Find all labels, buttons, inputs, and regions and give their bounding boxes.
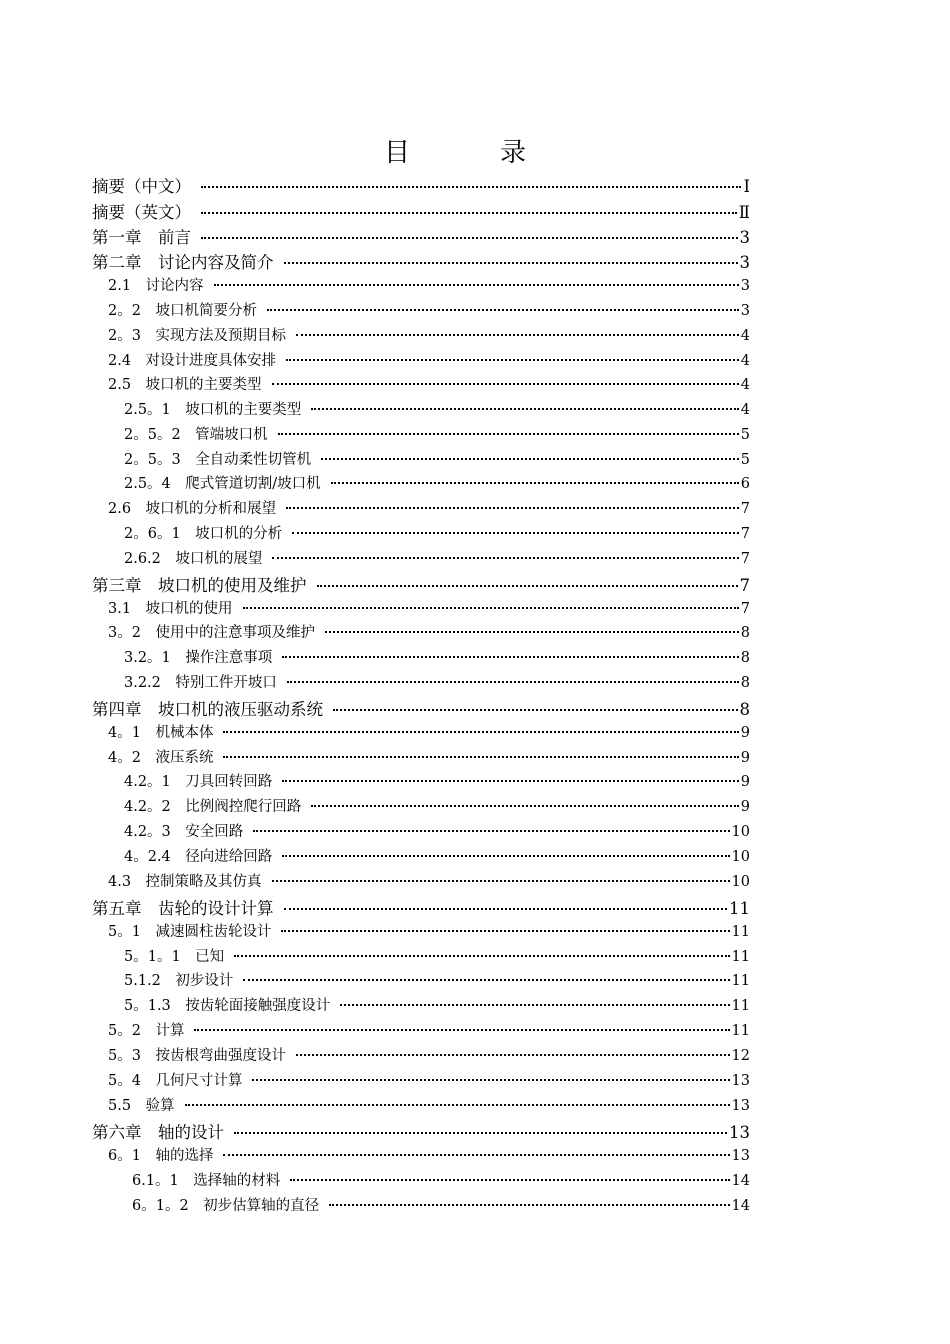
toc-entry-page-number: 7 [740, 526, 750, 542]
toc-entry[interactable] [108, 1094, 750, 1115]
toc-dot-leader [201, 186, 741, 188]
toc-entry-page-number: 8 [740, 625, 750, 641]
toc-entry[interactable] [108, 349, 750, 370]
toc-entry-page-number: 12 [731, 1048, 750, 1064]
toc-dot-leader [194, 1029, 729, 1031]
toc-entry-label: 2.5。4 爬式管道切割/坡口机 [124, 476, 321, 492]
toc-entry-label: 6。1 轴的选择 [108, 1148, 214, 1164]
toc-entry[interactable] [92, 696, 750, 720]
toc-entry[interactable] [108, 324, 750, 345]
toc-entry-label: 4。2 液压系统 [108, 750, 214, 766]
toc-entry-label: 2.6.2 坡口机的展望 [124, 551, 263, 567]
toc-entry-label: 4。2.4 径向进给回路 [124, 849, 273, 865]
toc-entry[interactable] [124, 945, 750, 966]
toc-entry[interactable] [124, 547, 750, 568]
toc-dot-leader [234, 955, 729, 957]
toc-dot-leader [281, 930, 729, 932]
toc-entry-label: 2.5。1 坡口机的主要类型 [124, 402, 302, 418]
toc-entry-label: 第二章 讨论内容及简介 [92, 253, 274, 272]
toc-entry-label: 第一章 前言 [92, 228, 191, 247]
toc-entry[interactable] [108, 299, 750, 320]
toc-dot-leader [252, 1079, 729, 1081]
toc-dot-leader [331, 482, 739, 484]
toc-entry-page-number: 7 [740, 501, 750, 517]
toc-entry-page-number: 5 [740, 452, 750, 468]
toc-entry-label: 5。4 几何尺寸计算 [108, 1073, 243, 1089]
toc-entry-page-number: 8 [740, 675, 750, 691]
toc-entry-page-number: 7 [740, 551, 750, 567]
toc-entry[interactable] [108, 497, 750, 518]
toc-entry-page-number: 4 [740, 377, 750, 393]
toc-dot-leader [296, 334, 739, 336]
toc-entry-page-number: Ⅰ [743, 177, 750, 196]
toc-dot-leader [325, 631, 739, 633]
toc-dot-leader [340, 1004, 729, 1006]
toc-entry-label: 3.2.2 特别工件开坡口 [124, 675, 277, 691]
toc-entry-label: 4.2。1 刀具回转回路 [124, 774, 273, 790]
toc-entry-page-number: 11 [731, 1023, 750, 1039]
toc-dot-leader [214, 284, 739, 286]
toc-entry-page-number: 9 [740, 774, 750, 790]
toc-dot-leader [201, 212, 737, 214]
toc-entry-page-number: 7 [740, 601, 750, 617]
toc-dot-leader [290, 1179, 729, 1181]
toc-entry-label: 第六章 轴的设计 [92, 1123, 224, 1142]
toc-entry[interactable] [92, 173, 750, 197]
toc-entry-page-number: 11 [731, 949, 750, 965]
toc-dot-leader [282, 656, 738, 658]
toc-entry-label: 4.2。2 比例阀控爬行回路 [124, 799, 302, 815]
toc-entry-label: 5。3 按齿根弯曲强度设计 [108, 1048, 286, 1064]
toc-entry[interactable] [124, 845, 750, 866]
toc-dot-leader [243, 607, 739, 609]
toc-entry[interactable] [132, 1169, 750, 1190]
toc-entry-label: 2.6 坡口机的分析和展望 [108, 501, 277, 517]
toc-entry[interactable] [124, 423, 750, 444]
toc-entry[interactable] [108, 920, 750, 941]
toc-entry-page-number: 11 [729, 899, 750, 918]
toc-entry-label: 5。1.3 按齿轮面接触强度设计 [124, 998, 331, 1014]
toc-entry-page-number: 13 [731, 1098, 750, 1114]
toc-entry-page-number: 14 [731, 1198, 750, 1214]
toc-title-part2: 录 [500, 138, 527, 168]
toc-entry[interactable] [92, 224, 750, 248]
toc-entry-label: 3。2 使用中的注意事项及维护 [108, 625, 315, 641]
toc-title [0, 132, 910, 169]
toc-dot-leader [333, 709, 738, 711]
toc-entry-page-number: 11 [731, 998, 750, 1014]
toc-entry[interactable] [124, 969, 750, 990]
toc-entry-label: 2。2 坡口机简要分析 [108, 303, 257, 319]
toc-entry-page-number: 3 [739, 228, 750, 247]
toc-dot-leader [286, 507, 739, 509]
toc-entry-page-number: 13 [731, 1073, 750, 1089]
toc-dot-leader [201, 237, 738, 239]
toc-entry-label: 2.1 讨论内容 [108, 278, 204, 294]
toc-entry[interactable] [92, 1119, 750, 1143]
toc-entry-label: 2.4 对设计进度具体安排 [108, 353, 277, 369]
toc-entry-label: 2。5。2 管端坡口机 [124, 427, 268, 443]
toc-entry-label: 4。1 机械本体 [108, 725, 214, 741]
toc-entry[interactable] [124, 795, 750, 816]
toc-dot-leader [311, 805, 738, 807]
toc-entry-label: 4.3 控制策略及其仿真 [108, 874, 262, 890]
toc-dot-leader [321, 458, 739, 460]
toc-entry-label: 第四章 坡口机的液压驱动系统 [92, 700, 323, 719]
toc-entry[interactable] [124, 522, 750, 543]
toc-dot-leader [253, 830, 729, 832]
toc-dot-leader [296, 1054, 730, 1056]
toc-entry[interactable] [124, 472, 750, 493]
toc-dot-leader [329, 1204, 729, 1206]
toc-entry[interactable] [108, 721, 750, 742]
toc-entry-label: 2。3 实现方法及预期目标 [108, 328, 286, 344]
toc-dot-leader [317, 585, 738, 587]
toc-entry-label: 5.5 验算 [108, 1098, 175, 1114]
toc-entry-page-number: 13 [731, 1148, 750, 1164]
toc-entry-label: 6.1。1 选择轴的材料 [132, 1173, 281, 1189]
toc-dot-leader [286, 359, 739, 361]
toc-entry-page-number: Ⅱ [738, 203, 750, 222]
toc-dot-leader [282, 780, 738, 782]
toc-entry-page-number: 10 [731, 849, 750, 865]
toc-dot-leader [223, 731, 738, 733]
toc-entry-page-number: 11 [731, 924, 750, 940]
toc-entry-page-number: 3 [739, 253, 750, 272]
toc-entry[interactable] [92, 249, 750, 273]
toc-entry-page-number: 11 [731, 973, 750, 989]
toc-entry-page-number: 10 [731, 874, 750, 890]
toc-entry[interactable] [124, 994, 750, 1015]
toc-entry-page-number: 4 [740, 328, 750, 344]
toc-entry-label: 2。5。3 全自动柔性切管机 [124, 452, 312, 468]
toc-entry-label: 4.2。3 安全回路 [124, 824, 244, 840]
toc-entry-page-number: 4 [740, 353, 750, 369]
toc-entry[interactable] [108, 870, 750, 891]
toc-dot-leader [284, 262, 738, 264]
toc-title-part1: 目 [383, 138, 410, 168]
toc-entry[interactable] [124, 770, 750, 791]
toc-entry[interactable] [108, 1044, 750, 1065]
toc-entry-page-number: 3 [740, 303, 750, 319]
toc-entry-page-number: 9 [740, 725, 750, 741]
toc-entry-label: 6。1。2 初步估算轴的直径 [132, 1198, 320, 1214]
toc-entry-label: 3.2。1 操作注意事项 [124, 650, 273, 666]
toc-dot-leader [223, 756, 738, 758]
toc-entry-label: 5。2 计算 [108, 1023, 185, 1039]
toc-entry[interactable] [108, 373, 750, 394]
toc-entry[interactable] [124, 671, 750, 692]
toc-entry-page-number: 5 [740, 427, 750, 443]
toc-dot-leader [272, 880, 730, 882]
toc-dot-leader [223, 1154, 729, 1156]
toc-entry-label: 5.1.2 初步设计 [124, 973, 234, 989]
toc-entry-page-number: 7 [739, 576, 750, 595]
toc-entry-label: 3.1 坡口机的使用 [108, 601, 233, 617]
toc-dot-leader [292, 532, 739, 534]
toc-entry-label: 2.5 坡口机的主要类型 [108, 377, 262, 393]
toc-entry[interactable] [92, 895, 750, 919]
toc-entry-label: 第五章 齿轮的设计计算 [92, 899, 274, 918]
toc-entry-label: 第三章 坡口机的使用及维护 [92, 576, 307, 595]
toc-dot-leader [287, 681, 739, 683]
toc-entry[interactable] [108, 1144, 750, 1165]
toc-entry[interactable] [108, 1019, 750, 1040]
toc-entry-label: 摘要（英文） [92, 203, 191, 222]
toc-entry[interactable] [108, 746, 750, 767]
toc-entry-page-number: 9 [740, 799, 750, 815]
toc-entry[interactable] [124, 398, 750, 419]
toc-dot-leader [267, 309, 739, 311]
toc-entry[interactable] [108, 1069, 750, 1090]
toc-entry[interactable] [108, 274, 750, 295]
toc-entry-page-number: 10 [731, 824, 750, 840]
toc-entry[interactable] [124, 646, 750, 667]
toc-dot-leader [278, 433, 739, 435]
toc-entry-page-number: 14 [731, 1173, 750, 1189]
toc-entry-page-number: 8 [740, 650, 750, 666]
toc-entry[interactable] [92, 572, 750, 596]
toc-dot-leader [284, 908, 728, 910]
toc-dot-leader [272, 557, 738, 559]
toc-entry-page-number: 13 [729, 1123, 750, 1142]
toc-entry-label: 2。6。1 坡口机的分析 [124, 526, 283, 542]
toc-dot-leader [234, 1132, 727, 1134]
toc-entry-label: 5。1 减速圆柱齿轮设计 [108, 924, 272, 940]
toc-entry-page-number: 3 [740, 278, 750, 294]
toc-entry-page-number: 6 [740, 476, 750, 492]
toc-entry[interactable] [132, 1194, 750, 1215]
toc-dot-leader [185, 1104, 730, 1106]
toc-entry[interactable] [124, 448, 750, 469]
toc-dot-leader [311, 408, 738, 410]
toc-entry-page-number: 8 [739, 700, 750, 719]
toc-entry-label: 5。1。1 已知 [124, 949, 225, 965]
toc-entry[interactable] [108, 597, 750, 618]
toc-entry[interactable] [124, 820, 750, 841]
toc-entry[interactable] [92, 199, 750, 223]
toc-dot-leader [272, 383, 739, 385]
toc-entry-label: 摘要（中文） [92, 177, 191, 196]
toc-dot-leader [243, 979, 729, 981]
toc-entry[interactable] [108, 621, 750, 642]
toc-entry-page-number: 9 [740, 750, 750, 766]
toc-dot-leader [282, 855, 729, 857]
toc-entry-page-number: 4 [740, 402, 750, 418]
